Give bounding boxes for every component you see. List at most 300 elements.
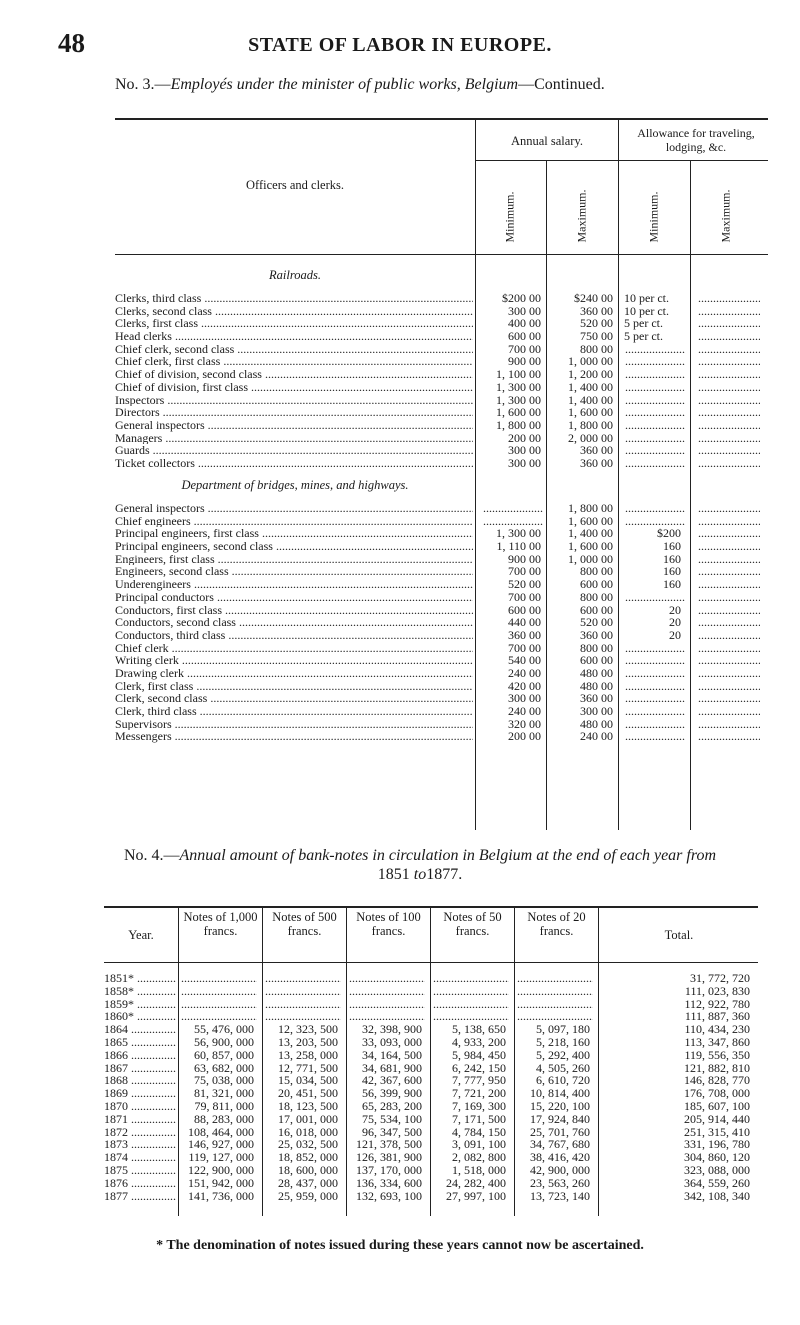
notes-50-cell: 6, 242, 150 bbox=[452, 1060, 506, 1075]
allowance-max-leader bbox=[698, 381, 760, 394]
table3-bridges-rows bbox=[115, 502, 768, 743]
allowance-min-leader bbox=[625, 502, 685, 515]
allowance-min-leader bbox=[625, 381, 685, 394]
salary-min-cell: 1, 600 00 bbox=[496, 405, 541, 420]
col-header-notes-50: Notes of 50 francs. bbox=[443, 910, 502, 938]
notes-100-cell: 34, 164, 500 bbox=[362, 1047, 422, 1062]
allowance-max-leader bbox=[698, 730, 760, 743]
allowance-max-leader bbox=[698, 654, 760, 667]
row-label: Chief of division, first class ..... bbox=[115, 381, 473, 394]
salary-max-cell: 360 00 bbox=[580, 443, 613, 458]
notes-500-cell: 28, 437, 000 bbox=[278, 1175, 338, 1190]
notes-1000-cell: 119, 127, 000 bbox=[188, 1150, 254, 1165]
allowance-max-leader bbox=[698, 317, 760, 330]
table-row bbox=[115, 667, 768, 680]
col-header-allowance: Allowance for traveling, lodging, &c. bbox=[637, 126, 755, 154]
table3-caption-title: Employés under the minister of public works, Belgium bbox=[170, 76, 519, 93]
row-label: Conductors, second class ..... bbox=[115, 616, 473, 629]
allowance-min-cell: 20 bbox=[669, 615, 681, 630]
salary-max-cell: 480 00 bbox=[580, 716, 613, 731]
total-cell: 323, 088, 000 bbox=[684, 1162, 750, 1177]
row-label: Chief clerk, second class ..... bbox=[115, 343, 473, 356]
allowance-min-leader bbox=[625, 654, 685, 667]
total-cell: 111, 887, 360 bbox=[684, 1009, 750, 1024]
allowance-min-leader bbox=[625, 394, 685, 407]
notes-500-cell: 18, 600, 000 bbox=[278, 1162, 338, 1177]
table-row bbox=[115, 654, 768, 667]
salary-min-cell: 240 00 bbox=[508, 665, 541, 680]
notes-500-cell: 20, 451, 500 bbox=[278, 1086, 338, 1101]
allowance-max-leader bbox=[698, 292, 760, 305]
salary-min-cell: 300 00 bbox=[508, 691, 541, 706]
notes-1000-cell: 141, 736, 000 bbox=[188, 1188, 254, 1203]
table-row bbox=[104, 1113, 758, 1126]
notes-1000-cell: 75, 038, 000 bbox=[194, 1073, 254, 1088]
year-cell: 1859* ..... bbox=[104, 998, 176, 1011]
notes-1000-cell: 151, 942, 000 bbox=[188, 1175, 254, 1190]
table-row bbox=[115, 540, 768, 553]
row-label: Ticket collectors ..... bbox=[115, 457, 473, 470]
salary-max-cell: 1, 400 00 bbox=[568, 379, 613, 394]
row-label: Messengers ..... bbox=[115, 730, 473, 743]
row-label: Principal engineers, second class ..... bbox=[115, 540, 473, 553]
allowance-min-leader bbox=[625, 591, 685, 604]
running-head: STATE OF LABOR IN EUROPE. bbox=[248, 34, 552, 56]
salary-max-cell: 520 00 bbox=[580, 316, 613, 331]
salary-max-cell: 1, 800 00 bbox=[568, 501, 613, 515]
table-row bbox=[115, 292, 768, 305]
salary-min-cell: 400 00 bbox=[508, 316, 541, 331]
notes-50-cell: 4, 933, 200 bbox=[452, 1034, 506, 1049]
notes-100-leader bbox=[349, 972, 425, 985]
table4-caption bbox=[100, 846, 740, 884]
table4-rows bbox=[104, 972, 758, 1202]
notes-20-leader bbox=[517, 972, 593, 985]
footnote: * The denomination of notes issued during these years cannot now be ascertained. bbox=[156, 1238, 644, 1253]
total-cell: 111, 023, 830 bbox=[684, 983, 750, 998]
notes-500-leader bbox=[265, 972, 341, 985]
notes-50-cell: 7, 171, 500 bbox=[452, 1111, 506, 1126]
table4-caption-prefix: No. 4.— bbox=[123, 847, 180, 864]
year-cell: 1851* ..... bbox=[104, 972, 176, 985]
salary-max-cell: 360 00 bbox=[580, 627, 613, 642]
salary-min-cell: 700 00 bbox=[508, 640, 541, 655]
notes-100-cell: 75, 534, 100 bbox=[362, 1111, 422, 1126]
salary-min-cell: 1, 300 00 bbox=[496, 526, 541, 541]
row-label: Clerks, second class ..... bbox=[115, 305, 473, 318]
col-header-officers: Officers and clerks. bbox=[246, 178, 344, 192]
table-row bbox=[115, 591, 768, 604]
table3-caption-prefix: No. 3.— bbox=[115, 76, 171, 93]
allowance-max-leader bbox=[698, 305, 760, 318]
notes-1000-cell: 56, 900, 000 bbox=[194, 1034, 254, 1049]
table-row bbox=[115, 642, 768, 655]
allowance-max-leader bbox=[698, 502, 760, 515]
salary-max-cell: 300 00 bbox=[580, 704, 613, 718]
allowance-min-leader bbox=[625, 419, 685, 432]
table4-caption-to: to bbox=[413, 866, 427, 883]
allowance-max-leader bbox=[698, 578, 760, 591]
salary-max-cell: 800 00 bbox=[580, 589, 613, 604]
allowance-min-cell: 160 bbox=[663, 539, 681, 554]
table-row bbox=[115, 578, 768, 591]
total-cell: 205, 914, 440 bbox=[684, 1111, 750, 1126]
salary-max-cell: 360 00 bbox=[580, 691, 613, 706]
notes-500-leader bbox=[265, 998, 341, 1011]
year-cell: 1872 ..... bbox=[104, 1126, 176, 1139]
notes-20-cell: 34, 767, 680 bbox=[530, 1137, 590, 1152]
allowance-min-cell: 5 per ct. bbox=[624, 316, 663, 331]
allowance-max-leader bbox=[698, 642, 760, 655]
allowance-max-leader bbox=[698, 457, 760, 470]
table4-top-rule bbox=[104, 906, 758, 908]
allowance-min-leader bbox=[625, 406, 685, 419]
table-row bbox=[115, 381, 768, 394]
row-label: Engineers, second class ..... bbox=[115, 565, 473, 578]
table-row bbox=[115, 629, 768, 642]
allowance-min-leader bbox=[625, 355, 685, 368]
notes-50-leader bbox=[433, 972, 509, 985]
table-row bbox=[115, 394, 768, 407]
allowance-max-leader bbox=[698, 604, 760, 617]
table-row bbox=[115, 406, 768, 419]
notes-500-cell: 18, 852, 000 bbox=[278, 1150, 338, 1165]
table-row bbox=[104, 985, 758, 998]
allowance-max-leader bbox=[698, 540, 760, 553]
col-header-allowance-min: Minimum. bbox=[646, 191, 661, 243]
col-header-total: Total. bbox=[664, 928, 694, 942]
notes-20-cell: 5, 292, 400 bbox=[536, 1047, 590, 1062]
row-label: Head clerks ..... bbox=[115, 330, 473, 343]
col-header-allowance-max: Maximum. bbox=[718, 189, 733, 243]
total-cell: 146, 828, 770 bbox=[684, 1073, 750, 1088]
row-label: Conductors, first class ..... bbox=[115, 604, 473, 617]
salary-max-cell: 600 00 bbox=[580, 577, 613, 592]
allowance-max-leader bbox=[698, 718, 760, 731]
table-row bbox=[115, 305, 768, 318]
table-row bbox=[115, 419, 768, 432]
notes-50-cell: 7, 169, 300 bbox=[452, 1098, 506, 1113]
notes-50-cell: 7, 777, 950 bbox=[452, 1073, 506, 1088]
table-row bbox=[115, 692, 768, 705]
allowance-min-leader bbox=[625, 705, 685, 718]
allowance-max-leader bbox=[698, 343, 760, 356]
salary-max-cell: 800 00 bbox=[580, 341, 613, 356]
row-label: Clerks, first class ..... bbox=[115, 317, 473, 330]
year-cell: 1870 ..... bbox=[104, 1100, 176, 1113]
notes-50-cell: 3, 091, 100 bbox=[452, 1137, 506, 1152]
notes-1000-cell: 60, 857, 000 bbox=[194, 1047, 254, 1062]
row-label: Supervisors ..... bbox=[115, 718, 473, 731]
salary-min-cell: 300 00 bbox=[508, 303, 541, 318]
notes-1000-cell: 55, 476, 000 bbox=[194, 1022, 254, 1037]
salary-max-cell: 1, 600 00 bbox=[568, 539, 613, 554]
table-row bbox=[115, 444, 768, 457]
table-row bbox=[115, 502, 768, 515]
notes-50-cell: 4, 784, 150 bbox=[452, 1124, 506, 1139]
col-header-year: Year. bbox=[128, 928, 154, 942]
allowance-max-leader bbox=[698, 368, 760, 381]
year-cell: 1877 ..... bbox=[104, 1190, 176, 1203]
notes-1000-cell: 88, 283, 000 bbox=[194, 1111, 254, 1126]
notes-20-cell: 42, 900, 000 bbox=[530, 1162, 590, 1177]
table-row bbox=[104, 1049, 758, 1062]
year-cell: 1868 ..... bbox=[104, 1074, 176, 1087]
notes-100-leader bbox=[349, 985, 425, 998]
notes-20-cell: 15, 220, 100 bbox=[530, 1098, 590, 1113]
table4-caption-end-year: 1877. bbox=[426, 866, 463, 883]
allowance-min-leader bbox=[625, 368, 685, 381]
row-label: Guards ..... bbox=[115, 444, 473, 457]
salary-min-cell: 700 00 bbox=[508, 564, 541, 579]
salary-max-cell: 1, 600 00 bbox=[568, 513, 613, 528]
notes-20-cell: 10, 814, 400 bbox=[530, 1086, 590, 1101]
row-label: Principal conductors ..... bbox=[115, 591, 473, 604]
allowance-max-leader bbox=[698, 515, 760, 528]
salary-min-cell: 200 00 bbox=[508, 430, 541, 445]
notes-100-cell: 34, 681, 900 bbox=[362, 1060, 422, 1075]
notes-50-cell: 5, 138, 650 bbox=[452, 1022, 506, 1037]
allowance-max-leader bbox=[698, 629, 760, 642]
allowance-min-leader bbox=[625, 432, 685, 445]
allowance-max-leader bbox=[698, 616, 760, 629]
notes-100-cell: 121, 378, 500 bbox=[356, 1137, 422, 1152]
total-cell: 119, 556, 350 bbox=[684, 1047, 750, 1062]
notes-100-cell: 126, 381, 900 bbox=[356, 1150, 422, 1165]
salary-max-cell: 240 00 bbox=[580, 729, 613, 744]
total-cell: 112, 922, 780 bbox=[684, 996, 750, 1011]
notes-500-cell: 25, 032, 500 bbox=[278, 1137, 338, 1152]
notes-20-cell: 6, 610, 720 bbox=[536, 1073, 590, 1088]
year-cell: 1864 ..... bbox=[104, 1023, 176, 1036]
year-cell: 1858* ..... bbox=[104, 985, 176, 998]
section-bridges-mines-highways: Department of bridges, mines, and highways. bbox=[181, 478, 409, 492]
allowance-max-leader bbox=[698, 591, 760, 604]
year-cell: 1869 ..... bbox=[104, 1087, 176, 1100]
table4-header-rule bbox=[104, 962, 758, 963]
total-cell: 185, 607, 100 bbox=[684, 1098, 750, 1113]
table-row bbox=[104, 972, 758, 985]
table-row bbox=[104, 1177, 758, 1190]
salary-max-cell: 1, 400 00 bbox=[568, 526, 613, 541]
row-label: Conductors, third class ..... bbox=[115, 629, 473, 642]
notes-500-cell: 15, 034, 500 bbox=[278, 1073, 338, 1088]
total-cell: 176, 708, 000 bbox=[684, 1086, 750, 1101]
notes-100-leader bbox=[349, 998, 425, 1011]
notes-50-cell: 27, 997, 100 bbox=[446, 1188, 506, 1203]
salary-min-leader bbox=[483, 502, 543, 515]
allowance-max-leader bbox=[698, 419, 760, 432]
row-label: Clerks, third class ..... bbox=[115, 292, 473, 305]
salary-min-cell: 360 00 bbox=[508, 627, 541, 642]
row-label: Writing clerk ..... bbox=[115, 654, 473, 667]
salary-max-cell: 600 00 bbox=[580, 653, 613, 668]
table4-caption-start-year: 1851 bbox=[377, 866, 410, 883]
allowance-max-leader bbox=[698, 394, 760, 407]
salary-max-cell: 480 00 bbox=[580, 678, 613, 693]
row-label: Underengineers ..... bbox=[115, 578, 473, 591]
salary-min-cell: 600 00 bbox=[508, 329, 541, 344]
notes-20-cell: 38, 416, 420 bbox=[530, 1150, 590, 1165]
notes-500-cell: 13, 258, 000 bbox=[278, 1047, 338, 1062]
year-cell: 1871 ..... bbox=[104, 1113, 176, 1126]
salary-min-cell: 700 00 bbox=[508, 341, 541, 356]
table4-caption-title: Annual amount of bank-notes in circulation in Belgium at the end of each year from bbox=[179, 847, 717, 864]
salary-min-cell: 1, 110 00 bbox=[496, 539, 541, 554]
allowance-max-leader bbox=[698, 432, 760, 445]
notes-500-cell: 17, 001, 000 bbox=[278, 1111, 338, 1126]
allowance-max-leader bbox=[698, 565, 760, 578]
allowance-max-leader bbox=[698, 692, 760, 705]
salary-max-cell: 1, 200 00 bbox=[568, 367, 613, 382]
row-label: Engineers, first class ..... bbox=[115, 553, 473, 566]
notes-1000-leader bbox=[181, 998, 257, 1011]
allowance-max-leader bbox=[698, 330, 760, 343]
table4-caption-line1 bbox=[100, 846, 740, 865]
salary-max-cell: $240 00 bbox=[574, 291, 613, 305]
allowance-min-leader bbox=[625, 680, 685, 693]
salary-max-cell: 480 00 bbox=[580, 665, 613, 680]
notes-100-cell: 33, 093, 000 bbox=[362, 1034, 422, 1049]
total-cell: 121, 882, 810 bbox=[684, 1060, 750, 1075]
allowance-max-leader bbox=[698, 667, 760, 680]
notes-100-cell: 96, 347, 500 bbox=[362, 1124, 422, 1139]
notes-20-cell: 13, 723, 140 bbox=[530, 1188, 590, 1203]
row-label: General inspectors ..... bbox=[115, 419, 473, 432]
table-row bbox=[115, 705, 768, 718]
row-label: Drawing clerk ..... bbox=[115, 667, 473, 680]
notes-20-leader bbox=[517, 998, 593, 1011]
notes-1000-cell: 79, 811, 000 bbox=[194, 1098, 254, 1113]
allowance-max-leader bbox=[698, 680, 760, 693]
salary-min-cell: 1, 800 00 bbox=[496, 417, 541, 432]
year-cell: 1867 ..... bbox=[104, 1062, 176, 1075]
notes-20-cell: 17, 924, 840 bbox=[530, 1111, 590, 1126]
salary-min-cell: 240 00 bbox=[508, 704, 541, 718]
allowance-max-leader bbox=[698, 705, 760, 718]
salary-min-cell: 440 00 bbox=[508, 615, 541, 630]
salary-max-cell: 800 00 bbox=[580, 640, 613, 655]
salary-min-cell: 320 00 bbox=[508, 716, 541, 731]
allowance-min-cell: 10 per ct. bbox=[624, 291, 669, 305]
row-label: Inspectors ..... bbox=[115, 394, 473, 407]
table-row bbox=[104, 1036, 758, 1049]
col-header-annual-salary: Annual salary. bbox=[510, 134, 584, 148]
allowance-max-leader bbox=[698, 553, 760, 566]
total-cell: 251, 315, 410 bbox=[684, 1124, 750, 1139]
table4-caption-line2 bbox=[100, 865, 740, 884]
row-label: Chief clerk ..... bbox=[115, 642, 473, 655]
allowance-min-leader bbox=[625, 642, 685, 655]
salary-max-cell: 360 00 bbox=[580, 303, 613, 318]
notes-50-leader bbox=[433, 998, 509, 1011]
allowance-min-leader bbox=[625, 718, 685, 731]
salary-min-cell: 540 00 bbox=[508, 653, 541, 668]
allowance-min-leader bbox=[625, 343, 685, 356]
notes-500-cell: 12, 771, 500 bbox=[278, 1060, 338, 1075]
salary-min-cell: 520 00 bbox=[508, 577, 541, 592]
notes-50-cell: 7, 721, 200 bbox=[452, 1086, 506, 1101]
year-cell: 1875 ..... bbox=[104, 1164, 176, 1177]
total-cell: 304, 860, 120 bbox=[684, 1150, 750, 1165]
table3-caption bbox=[115, 76, 605, 94]
notes-50-cell: 1, 518, 000 bbox=[452, 1162, 506, 1177]
row-label: Chief of division, second class ..... bbox=[115, 368, 473, 381]
row-label: Clerk, second class ..... bbox=[115, 692, 473, 705]
allowance-min-cell: $200 bbox=[657, 526, 681, 541]
col-header-salary-min: Minimum. bbox=[502, 191, 517, 243]
col-header-notes-500: Notes of 500 francs. bbox=[272, 910, 337, 938]
notes-100-cell: 42, 367, 600 bbox=[362, 1073, 422, 1088]
notes-50-cell: 2, 082, 800 bbox=[452, 1150, 506, 1165]
allowance-min-cell: 20 bbox=[669, 627, 681, 642]
row-label: Chief engineers ..... bbox=[115, 515, 473, 528]
col-header-notes-100: Notes of 100 francs. bbox=[356, 910, 421, 938]
salary-min-cell: 1, 300 00 bbox=[496, 392, 541, 407]
salary-min-cell: 900 00 bbox=[508, 354, 541, 369]
notes-50-cell: 5, 984, 450 bbox=[452, 1047, 506, 1062]
salary-max-cell: 1, 000 00 bbox=[568, 354, 613, 369]
notes-20-cell: 5, 218, 160 bbox=[536, 1034, 590, 1049]
table-row bbox=[115, 680, 768, 693]
total-cell: 331, 196, 780 bbox=[684, 1137, 750, 1152]
table-row bbox=[104, 1190, 758, 1203]
table3-caption-suffix: —Continued. bbox=[518, 76, 605, 93]
salary-max-cell: 520 00 bbox=[580, 615, 613, 630]
allowance-min-leader bbox=[625, 692, 685, 705]
allowance-min-cell: 20 bbox=[669, 602, 681, 617]
row-label: Chief clerk, first class ..... bbox=[115, 355, 473, 368]
salary-max-cell: 600 00 bbox=[580, 602, 613, 617]
table-row bbox=[115, 616, 768, 629]
table-row bbox=[115, 343, 768, 356]
salary-max-cell: 800 00 bbox=[580, 564, 613, 579]
table-row bbox=[115, 730, 768, 743]
notes-1000-cell: 81, 321, 000 bbox=[194, 1086, 254, 1101]
row-label: General inspectors ..... bbox=[115, 502, 473, 515]
allowance-min-leader bbox=[625, 444, 685, 457]
allowance-min-cell: 5 per ct. bbox=[624, 329, 663, 344]
allowance-min-leader bbox=[625, 457, 685, 470]
salary-min-cell: 300 00 bbox=[508, 455, 541, 470]
salary-min-cell: 1, 100 00 bbox=[496, 367, 541, 382]
allowance-min-leader bbox=[625, 667, 685, 680]
notes-100-cell: 56, 399, 900 bbox=[362, 1086, 422, 1101]
section-railroads: Railroads. bbox=[269, 268, 321, 282]
table-row bbox=[115, 330, 768, 343]
notes-100-cell: 65, 283, 200 bbox=[362, 1098, 422, 1113]
row-label: Clerk, first class ..... bbox=[115, 680, 473, 693]
notes-500-cell: 13, 203, 500 bbox=[278, 1034, 338, 1049]
row-label: Directors ..... bbox=[115, 406, 473, 419]
year-cell: 1873 ..... bbox=[104, 1138, 176, 1151]
allowance-min-cell: 160 bbox=[663, 551, 681, 566]
total-cell: 113, 347, 860 bbox=[684, 1034, 750, 1049]
salary-max-cell: 750 00 bbox=[580, 329, 613, 344]
salary-min-cell: $200 00 bbox=[502, 291, 541, 305]
row-label: Managers ..... bbox=[115, 432, 473, 445]
notes-1000-leader bbox=[181, 972, 257, 985]
salary-max-cell: 1, 000 00 bbox=[568, 551, 613, 566]
notes-500-cell: 12, 323, 500 bbox=[278, 1022, 338, 1037]
allowance-max-leader bbox=[698, 444, 760, 457]
salary-min-cell: 200 00 bbox=[508, 729, 541, 744]
notes-1000-cell: 63, 682, 000 bbox=[194, 1060, 254, 1075]
notes-50-cell: 24, 282, 400 bbox=[446, 1175, 506, 1190]
notes-1000-cell: 108, 464, 000 bbox=[188, 1124, 254, 1139]
notes-20-cell: 5, 097, 180 bbox=[536, 1022, 590, 1037]
notes-20-cell: 23, 563, 260 bbox=[530, 1175, 590, 1190]
